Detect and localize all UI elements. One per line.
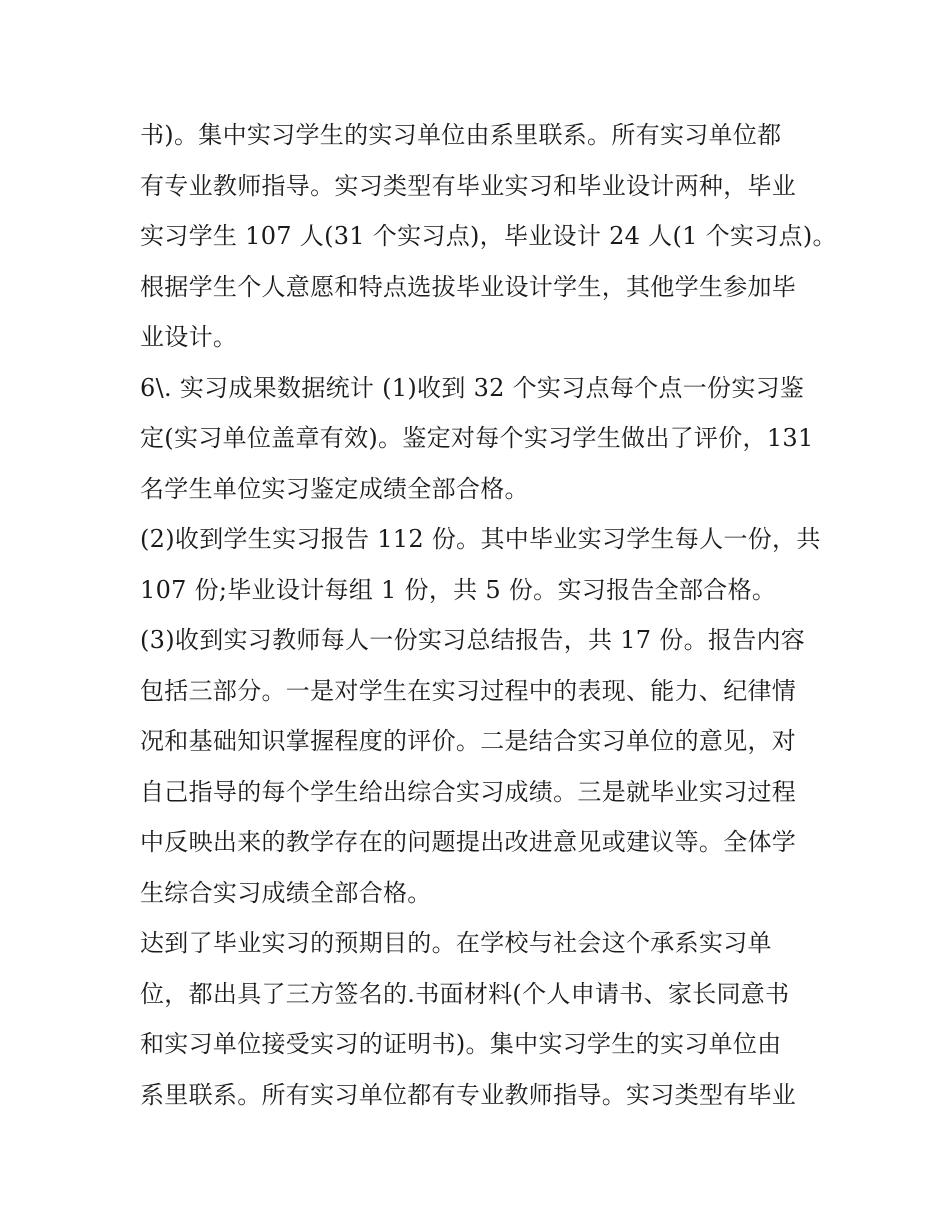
text-line: 书)。集中实习学生的实习单位由系里联系。所有实习单位都 — [140, 121, 782, 149]
text-line: 况和基础知识掌握程度的评价。二是结合实习单位的意见，对 — [140, 727, 797, 755]
text-line: 实习学生 107 人(31 个实习点)，毕业设计 24 人(1 个实习点)。 — [140, 222, 837, 250]
text-line: 根据学生个人意愿和特点选拔毕业设计学生，其他学生参加毕 — [140, 272, 797, 301]
text-line: 生综合实习成绩全部合格。 — [140, 878, 432, 907]
text-line: (3)收到实习教师每人一份实习总结报告，共 17 份。报告内容 — [140, 626, 806, 654]
text-line: 业设计。 — [140, 323, 238, 351]
text-line: 有专业教师指导。实习类型有毕业实习和毕业设计两种，毕业 — [140, 171, 797, 200]
text-line: 位，都出具了三方签名的.书面材料(个人申请书、家长同意书 — [140, 979, 790, 1008]
text-line: 定(实习单位盖章有效)。鉴定对每个实习学生做出了评价，131 — [140, 424, 814, 452]
text-line: 包括三部分。一是对学生在实习过程中的表现、能力、纪律情 — [140, 676, 797, 705]
text-line: 系里联系。所有实习单位都有专业教师指导。实习类型有毕业 — [140, 1080, 797, 1109]
text-line: 自己指导的每个学生给出综合实习成绩。三是就毕业实习过程 — [140, 777, 797, 806]
text-line: 6\. 实习成果数据统计 (1)收到 32 个实习点每个点一份实习鉴 — [140, 373, 805, 402]
text-line: 中反映出来的教学存在的问题提出改进意见或建议等。全体学 — [140, 828, 797, 856]
text-line: 107 份;毕业设计每组 1 份，共 5 份。实习报告全部合格。 — [140, 575, 777, 604]
text-line: (2)收到学生实习报告 112 份。其中毕业实习学生每人一份，共 — [140, 525, 821, 553]
text-line: 达到了毕业实习的预期目的。在学校与社会这个承系实习单 — [140, 929, 772, 957]
text-line: 名学生单位实习鉴定成绩全部合格。 — [140, 474, 529, 503]
document-body — [140, 110, 837, 1120]
text-line: 和实习单位接受实习的证明书)。集中实习学生的实习单位由 — [140, 1030, 782, 1058]
